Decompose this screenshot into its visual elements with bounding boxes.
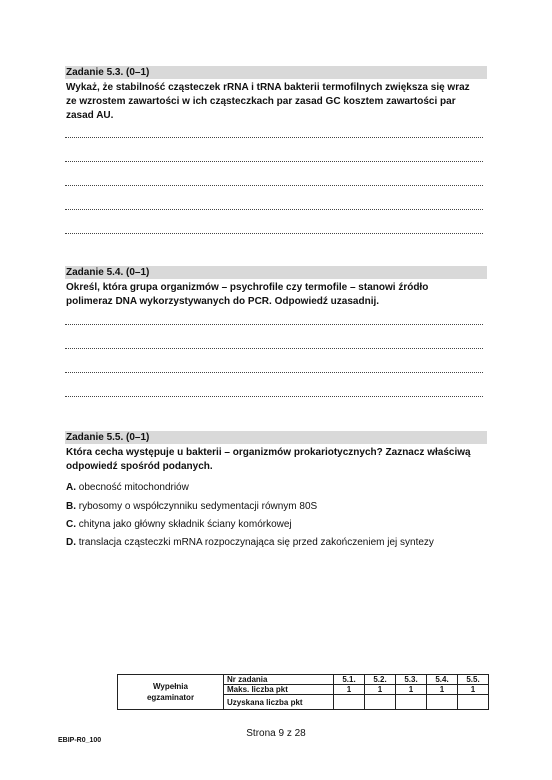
page-number: Strona 9 z 28: [246, 728, 306, 739]
task-5-5-header: Zadanie 5.5. (0–1): [65, 431, 487, 444]
answer-option-a[interactable]: [66, 482, 189, 494]
task-5-4-line-2: polimeraz DNA wykorzystywanych do PCR. Odpowiedź uzasadnij.: [66, 296, 380, 307]
max-points: 1: [427, 685, 458, 695]
side-label-line-1: Wypełnia: [153, 682, 188, 691]
task-number: 5.3.: [396, 675, 427, 685]
obtained-points-cell[interactable]: [458, 695, 489, 710]
task-5-3-line-1: Wykaż, że stabilność cząsteczek rRNA i tRNA bakterii termofilnych zwiększa się wraz: [66, 82, 470, 93]
task-5-5: [65, 431, 487, 474]
row-got-label: Uzyskana liczba pkt: [224, 695, 334, 710]
task-5-3-header: Zadanie 5.3. (0–1): [65, 66, 487, 79]
answer-line[interactable]: [65, 161, 483, 162]
task-number: 5.2.: [365, 675, 396, 685]
option-letter: D.: [66, 537, 76, 548]
answer-line[interactable]: [65, 396, 483, 397]
task-5-5-line-1: Która cecha występuje u bakterii – organizmów prokariotycznych? Zaznacz właściwą: [66, 447, 471, 458]
score-table-side-label: [118, 675, 224, 710]
row-task-label: Nr zadania: [224, 675, 334, 685]
task-5-3-line-3: zasad AU.: [66, 110, 114, 121]
answer-line[interactable]: [65, 324, 483, 325]
task-5-4-header: Zadanie 5.4. (0–1): [65, 266, 487, 279]
task-5-5-line-2: odpowiedź spośród podanych.: [66, 461, 213, 472]
task-5-4-text: [65, 281, 487, 309]
answer-option-b[interactable]: [66, 501, 317, 513]
task-5-5-text: [65, 446, 487, 474]
task-5-3-line-2: ze wzrostem zawartości w ich cząsteczkach par zasad GC kosztem zawartości par: [66, 96, 456, 107]
answer-line[interactable]: [65, 233, 483, 234]
max-points: 1: [365, 685, 396, 695]
answer-line[interactable]: [65, 137, 483, 138]
option-letter: C.: [66, 519, 76, 530]
task-5-3-text: [65, 81, 487, 123]
answer-line[interactable]: [65, 185, 483, 186]
row-max-label: Maks. liczba pkt: [224, 685, 334, 695]
max-points: 1: [458, 685, 489, 695]
obtained-points-cell[interactable]: [365, 695, 396, 710]
task-number: 5.1.: [334, 675, 365, 685]
answer-line[interactable]: [65, 209, 483, 210]
option-text: obecność mitochondriów: [76, 482, 189, 493]
option-letter: A.: [66, 482, 76, 493]
task-5-4-line-1: Określ, która grupa organizmów – psychrofile czy termofile – stanowi źródło: [66, 282, 429, 293]
answer-option-d[interactable]: [66, 537, 434, 549]
task-5-3: [65, 66, 487, 123]
answer-option-c[interactable]: [66, 519, 292, 531]
answer-line[interactable]: [65, 372, 483, 373]
task-number: 5.4.: [427, 675, 458, 685]
max-points: 1: [396, 685, 427, 695]
task-number: 5.5.: [458, 675, 489, 685]
answer-line[interactable]: [65, 348, 483, 349]
obtained-points-cell[interactable]: [334, 695, 365, 710]
max-points: 1: [334, 685, 365, 695]
option-text: translacja cząsteczki mRNA rozpoczynająca się przed zakończeniem jej syntezy: [76, 537, 434, 548]
task-5-4: [65, 266, 487, 309]
option-text: chityna jako główny składnik ściany komórkowej: [76, 519, 292, 530]
option-letter: B.: [66, 501, 76, 512]
exam-code: EBIP-R0_100: [58, 737, 102, 744]
obtained-points-cell[interactable]: [396, 695, 427, 710]
side-label-line-2: egzaminator: [146, 693, 195, 702]
obtained-points-cell[interactable]: [427, 695, 458, 710]
score-table: [117, 674, 489, 710]
option-text: rybosomy o współczynniku sedymentacji równym 80S: [76, 501, 318, 512]
